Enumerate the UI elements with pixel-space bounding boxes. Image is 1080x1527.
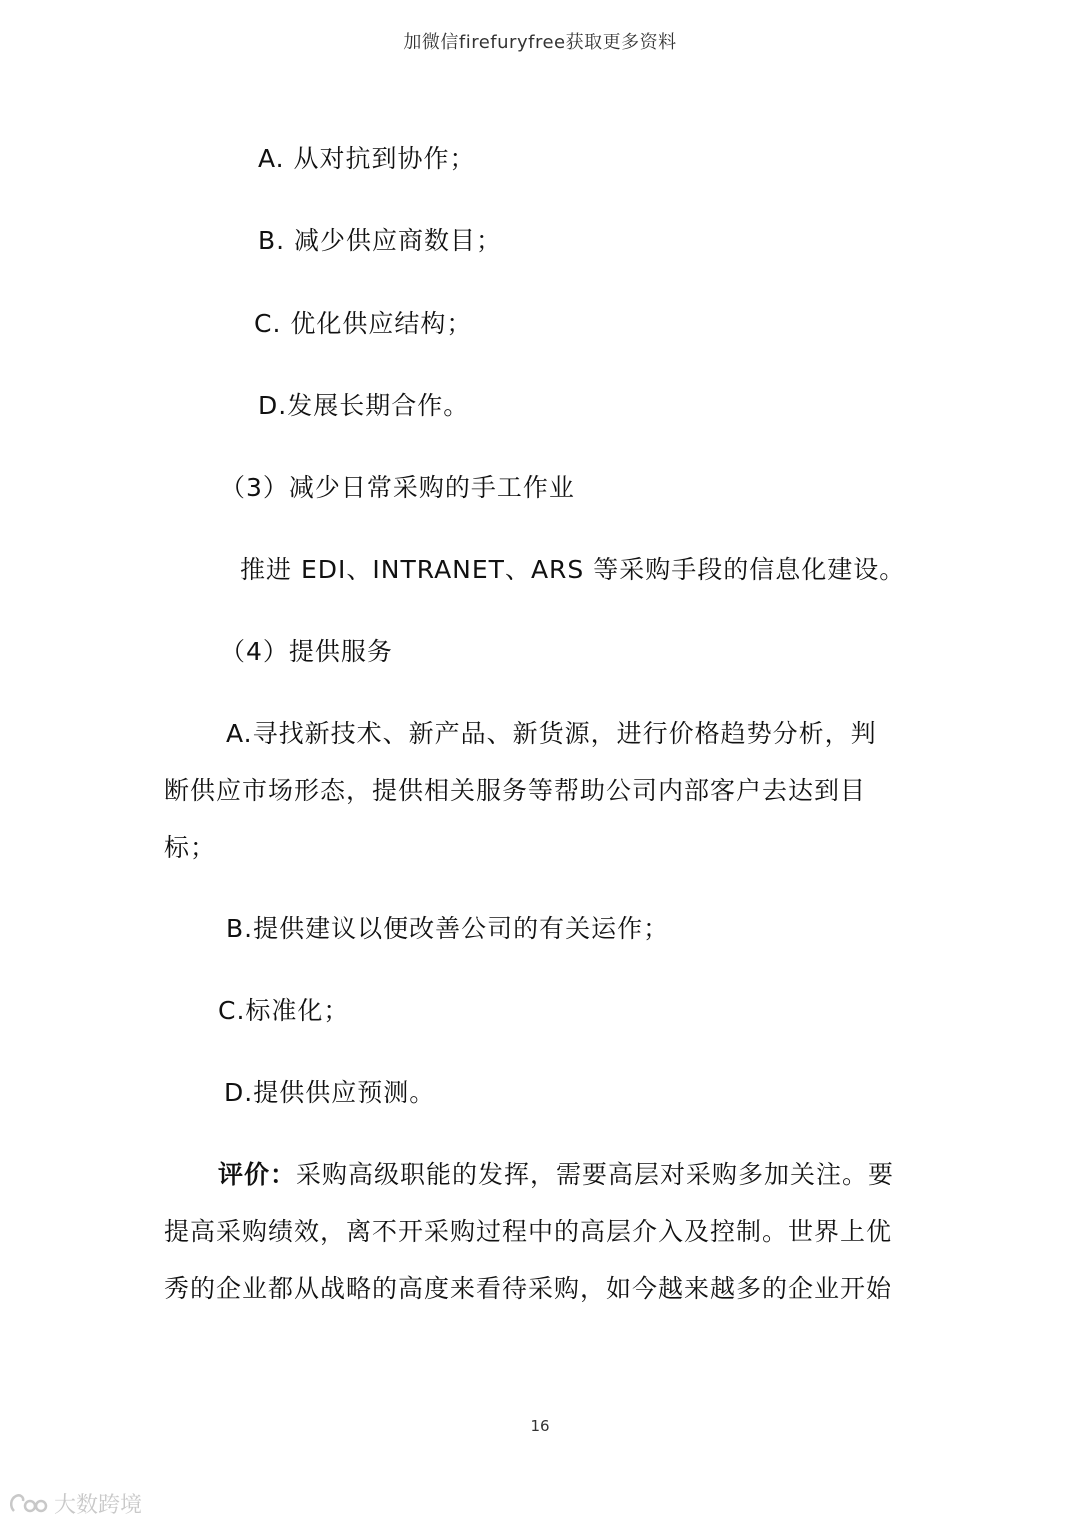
paragraph-edi: 推进 EDI、INTRANET、ARS 等采购手段的信息化建设。 — [240, 555, 906, 584]
brand-logo-icon — [8, 1491, 48, 1517]
watermark-text: 大数跨境 — [54, 1493, 143, 1518]
evaluation-line3: 秀的企业都从战略的高度来看待采购，如今越来越多的企业开始 — [164, 1274, 893, 1303]
section-heading-3: （3）减少日常采购的手工作业 — [220, 473, 575, 502]
list-item-b-1: B. 减少供应商数目； — [258, 226, 503, 255]
list-item-a-2-line1: A.寻找新技术、新产品、新货源，进行价格趋势分析，判 — [226, 719, 877, 748]
list-item-a-2-line3: 标； — [164, 833, 217, 862]
list-item-b-2: B.提供建议以便改善公司的有关运作； — [226, 914, 670, 943]
page-header: 加微信firefuryfree获取更多资料 — [403, 32, 677, 53]
page-number: 16 — [530, 1417, 550, 1435]
evaluation-line1 — [218, 1158, 894, 1192]
list-item-d-1: D.发展长期合作。 — [258, 391, 470, 420]
list-item-a-2-line2: 断供应市场形态，提供相关服务等帮助公司内部客户去达到目 — [164, 776, 867, 805]
evaluation-label: 评价： — [218, 1160, 297, 1189]
watermark — [8, 1488, 142, 1519]
evaluation-line2: 提高采购绩效，离不开采购过程中的高层介入及控制。世界上优 — [164, 1217, 893, 1246]
section-heading-4: （4）提供服务 — [220, 637, 393, 666]
list-item-a-1: A. 从对抗到协作； — [258, 144, 476, 173]
list-item-c-2: C.标准化； — [218, 996, 350, 1025]
evaluation-text: 采购高级职能的发挥，需要高层对采购多加关注。要 — [296, 1160, 895, 1189]
list-item-d-2: D.提供供应预测。 — [224, 1078, 436, 1107]
list-item-c-1: C. 优化供应结构； — [254, 309, 473, 338]
